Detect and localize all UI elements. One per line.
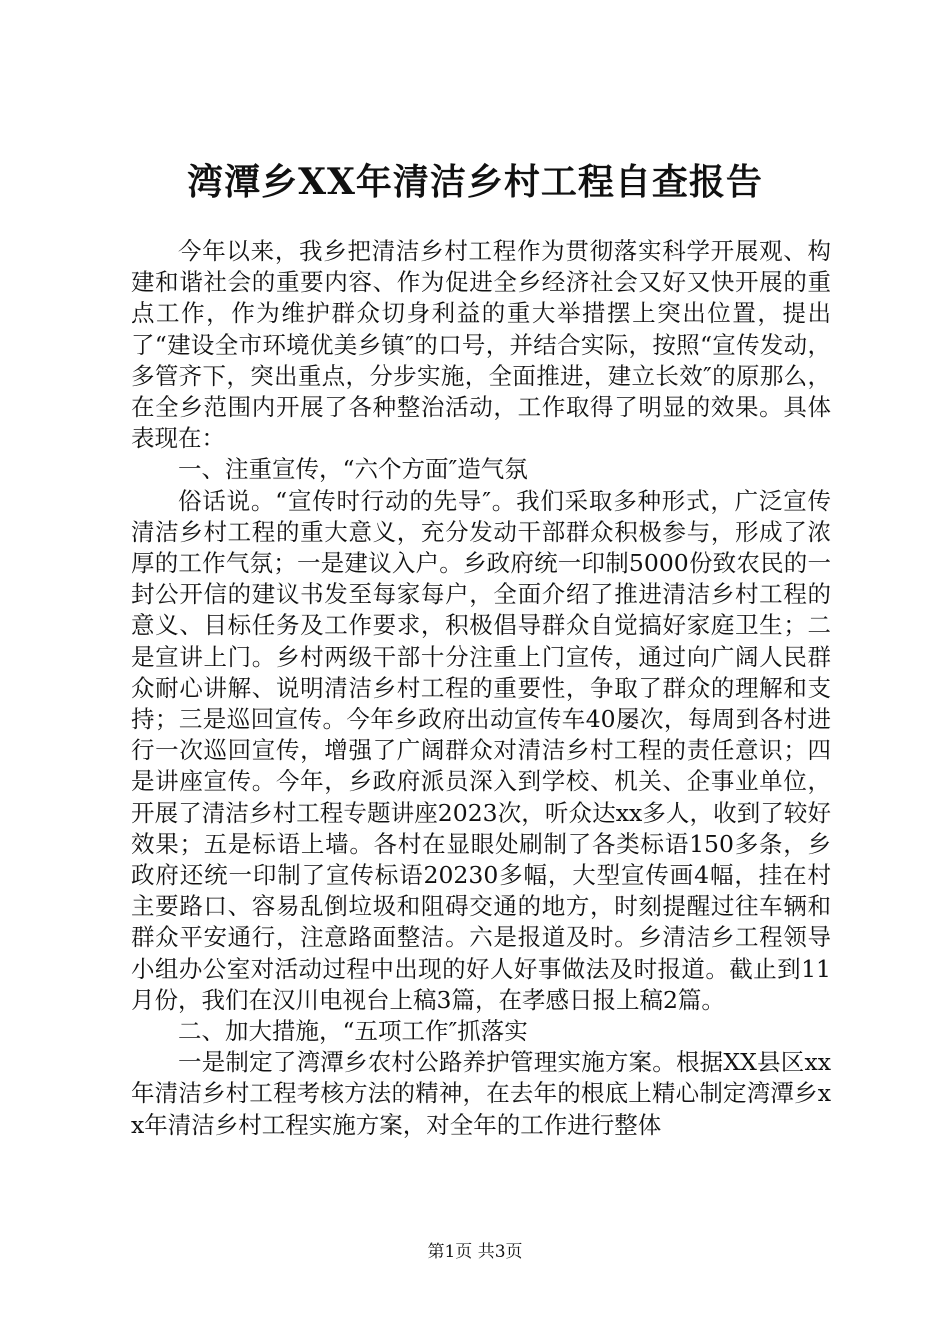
paragraph-intro: 今年以来，我乡把清洁乡村工程作为贯彻落实科学开展观、构建和谐社会的重要内容、作为促进全乡经济社会又好又快开展的重点工作，作为维护群众切身利益的重大举措摆上突出位置，提出了“建设全市环境优美乡镇″的口号，并结合实际，按照“宣传发动，多管齐下，突出重点，分步实施，全面推进，建立长效″的原那么，在全乡范围内开展了各种整治活动，工作取得了明显的效果。具体表现在： xyxy=(131,237,831,453)
section-heading-2: 二、加大措施，“五项工作″抓落实 xyxy=(178,1017,528,1046)
page-number-footer: 第1页 共3页 xyxy=(427,1242,523,1262)
document-title: 湾潭乡XX年清洁乡村工程自查报告 xyxy=(187,161,763,203)
section-heading-1: 一、注重宣传，“六个方面″造气氛 xyxy=(178,455,528,484)
paragraph-section-2: 一是制定了湾潭乡农村公路养护管理实施方案。根据XX县区xx年清洁乡村工程考核方法的精神，在去年的根底上精心制定湾潭乡xx年清洁乡村工程实施方案，对全年的工作进行整体 xyxy=(131,1048,831,1139)
document-body xyxy=(131,236,831,1141)
paragraph-section-1: 俗话说。“宣传时行动的先导″。我们采取多种形式，广泛宣传清洁乡村工程的重大意义，充分发动干部群众积极参与，形成了浓厚的工作气氛；一是建议入户。乡政府统一印制5000份致农民的一封公开信的建议书发至每家每户，全面介绍了推进清洁乡村工程的意义、目标任务及工作要求，积极倡导群众自觉搞好家庭卫生；二是宣讲上门。乡村两级干部十分注重上门宣传，通过向广阔人民群众耐心讲解、说明清洁乡村工程的重要性，争取了群众的理解和支持；三是巡回宣传。今年乡政府出动宣传车40屡次，每周到各村进行一次巡回宣传，增强了广阔群众对清洁乡村工程的责任意识；四是讲座宣传。今年，乡政府派员深入到学校、机关、企事业单位，开展了清洁乡村工程专题讲座2023次，听众达xx多人，收到了较好效果；五是标语上墙。各村在显眼处刷制了各类标语150多条，乡政府还统一印制了宣传标语20230多幅，大型宣传画4幅，挂在村主要路口、容易乱倒垃圾和阻碍交通的地方，时刻提醒过往车辆和群众平安通行，注意路面整洁。六是报道及时。乡清洁乡工程领导小组办公室对活动过程中出现的好人好事做法及时报道。截止到11月份，我们在汉川电视台上稿3篇，在孝感日报上稿2篇。 xyxy=(131,486,831,1014)
